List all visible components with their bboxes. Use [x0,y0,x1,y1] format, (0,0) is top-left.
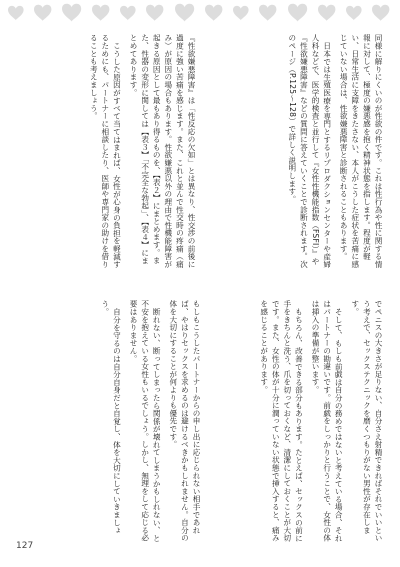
paragraph: もしもこうしたパートナーからの申し出に応じられない相手であれば、やはりセックスを求めるのは避けるべきかもしれません。自分の体を大切にすることが何よりも優先です。 [168,300,201,542]
paragraph: 『性欲嫌悪障害』は「性反応の欠如」とは異なり、性交渉の前後に過度に強い苦痛を感じます。また、これと並んで性交時の疼痛（痛み）が原因の場合もあります。性欲嫌悪以外の理由で性機能障害が起きる原因として最もあり得るものを、【表２】にまとめます。また、性器の変形に関しては【表３】「不完全な勃起」、【表４】にまとめてあります。 [129,34,196,268]
lower-left-text-block [14,300,202,543]
paragraph: そして、もしも前戯は自分の務めではないと考えている場合、それはパートナーの勘違いです。前戯をしっかりと行うことで、女性の体は挿入の準備が整います。 [311,300,344,542]
heart-icon-row [0,0,400,26]
paragraph: 自分を守るのは自分自身だと自覚し、体を大切にしていきましょう。 [100,300,122,534]
paragraph: 日本では生殖医療を専門とするリプロダクションセンターや産婦人科などで、医学的検査と並行して『女性性機能指数（FSFI）』や『性欲嫌悪障害』などの質問に答えていくことで診断されます。次のページ（P.125〜128）で詳しく説明します。 [287,34,332,268]
upper-right-text-block [194,34,384,271]
page-number: 127 [16,541,34,551]
paragraph: こうした原因がすべて当てはまれば、女性が心身の負担を軽減するためにも、パートナーに相談したり、医師や専門家の助けを借りることも考えましょう。 [89,34,122,268]
lower-right-text-block [189,300,384,543]
upper-left-text-block [14,34,197,271]
paragraph: もちろん、改善できる部分もあります。たとえば、セックスの前に手をきちんと洗う、爪を切っておくなど、清潔にしておくことが大切です。また、女性の体が十分に潤っていない状態で挿入すると、痛みを感じることがあります。 [259,300,304,542]
paragraph: 断れない、断ってしまったら関係が壊れてしまうかもしれない、と不安を抱えている女性もいるでしょう。しかし、無理をして応じる必要はありません。 [129,300,162,542]
paragraph: 同様に解りにくいのが性欲の件です。これは性行為や性に関する情報に対して、極度の嫌悪感を抱く精神状態を指します。程度が軽い、日常生活に支障をきたさない、本人がこうした症状を苦痛に感じていない場合は、性欲嫌悪障害と診断されることもあります。 [339,34,383,268]
paragraph: でペニスの大きさが足りない、自分さえ射精できればそれでいいという考えで、セックステクニックを磨くつもりがない男性が存在します。 [350,300,383,542]
